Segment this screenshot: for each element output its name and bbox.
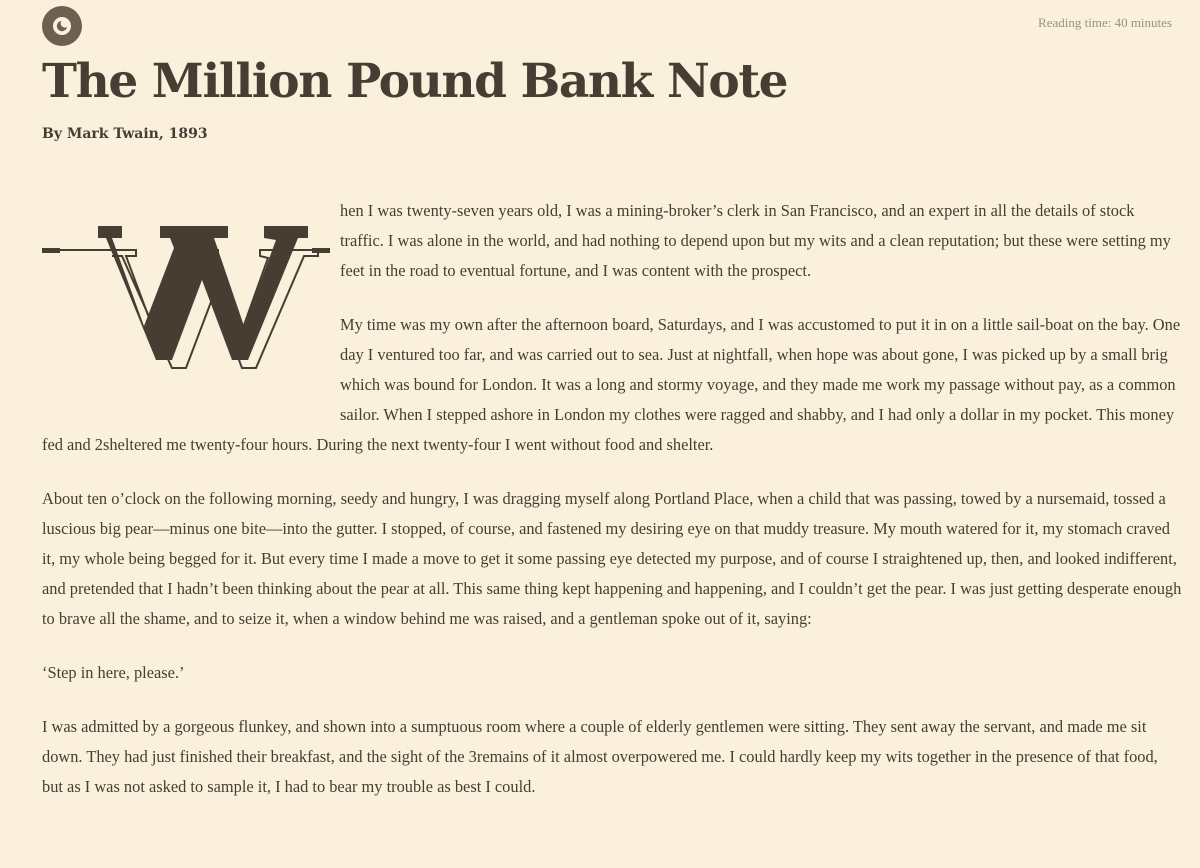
paragraph-3: About ten o’clock on the following morning, seedy and hungry, I was dragging myself along Portland Place, when a child that was passing, towed by a nursemaid, tossed a luscious big pear—minus one bite—into the gutter. I stopped, of course, and fastened my desiring eye on that muddy treasure. My mouth watered for it, my stomach craved it, my whole being begged for it. But every time I made a move to get it some passing eye detected my purpose, and of course I straightened up, then, and looked indifferent, and pretended that I hadn’t been thinking about the pear at all. This same thing kept happening and happening, and I couldn’t get the pear. I was just getting desperate enough to brave all the shame, and to seize it, when a window behind me was raised, and a gentleman spoke out of it, saying: (42, 489, 1182, 628)
reading-time: Reading time: 40 minutes (1038, 15, 1172, 30)
paragraph-2: My time was my own after the afternoon board, Saturdays, and I was accustomed to put it in on a little sail-boat on the bay. One day I ventured too far, and was carried out to sea. Just at nightfall, when hope was about gone, I was picked up by a small brig which was bound for London. It was a long and stormy voyage, and they made me work my passage without pay, as a common sailor. When I stepped ashore in London my clothes were ragged and shabby, and I had only a dollar in my pocket. This money fed and 2sheltered me twenty-four hours. During the next twenty-four I went without food and shelter. (42, 315, 1181, 454)
theme-toggle-button[interactable] (42, 6, 82, 46)
paragraph-4: ‘Step in here, please.’ (42, 663, 185, 682)
paragraph-1: hen I was twenty-seven years old, I was a mining-broker’s clerk in San Francisco, and an expert in all the details of stock traffic. I was alone in the world, and had nothing to depend upon but my wits and a clean reputation; but these were setting my feet in the road to eventual fortune, and I was content with the prospect. (340, 201, 1171, 280)
page-title: The Million Pound Bank Note (42, 54, 788, 109)
moon-icon (51, 15, 73, 37)
byline: By Mark Twain, 1893 (42, 126, 208, 142)
dropcap-w (42, 196, 330, 406)
article-body (42, 196, 1182, 826)
paragraph-5: I was admitted by a gorgeous flunkey, and shown into a sumptuous room where a couple of elderly gentlemen were sitting. They sent away the servant, and made me sit down. They had just finished their breakfast, and the sight of the 3remains of it almost overpowered me. I could hardly keep my wits together in the presence of that food, but as I was not asked to sample it, I had to bear my trouble as best I could. (42, 717, 1158, 796)
